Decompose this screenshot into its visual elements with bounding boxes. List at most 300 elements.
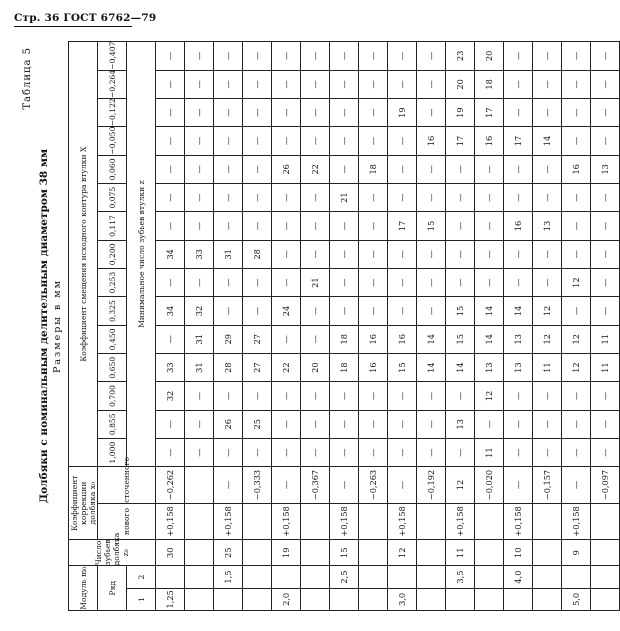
cell-min-teeth: — <box>359 184 388 212</box>
cell-min-teeth: — <box>243 155 272 183</box>
cell-min-teeth: 31 <box>214 240 243 268</box>
x-header: 0,253 <box>98 268 127 296</box>
cell-min-teeth: 13 <box>533 212 562 240</box>
cell-m1 <box>504 588 533 610</box>
coef-shift-header: Коэффициент смещения исходного контура втулки X <box>69 42 98 467</box>
cell-min-teeth: 26 <box>272 155 301 183</box>
cell-xn: +0,158 <box>214 503 243 539</box>
cell-min-teeth: — <box>359 99 388 127</box>
cell-min-teeth: — <box>330 382 359 410</box>
cell-xn <box>533 503 562 539</box>
cell-min-teeth: 28 <box>214 353 243 381</box>
cell-min-teeth: 19 <box>388 99 417 127</box>
x-header: 0,450 <box>98 325 127 353</box>
cell-min-teeth: — <box>388 297 417 325</box>
cell-min-teeth: 15 <box>417 212 446 240</box>
cell-min-teeth: 27 <box>243 353 272 381</box>
cell-xn <box>359 503 388 539</box>
cell-min-teeth: — <box>591 212 620 240</box>
cell-min-teeth: 33 <box>156 353 185 381</box>
cell-min-teeth: — <box>301 325 330 353</box>
rotated-table-sheet <box>18 41 610 611</box>
cell-z <box>533 540 562 566</box>
cell-min-teeth: — <box>359 70 388 98</box>
cell-min-teeth: 16 <box>359 353 388 381</box>
cell-min-teeth: — <box>185 410 214 438</box>
cell-min-teeth: — <box>156 184 185 212</box>
cell-xs: −0,097 <box>591 467 620 503</box>
x-header: 1,000 <box>98 438 127 466</box>
cell-min-teeth: — <box>388 184 417 212</box>
cell-min-teeth: 12 <box>533 297 562 325</box>
table-row <box>591 42 620 611</box>
cell-min-teeth: — <box>475 184 504 212</box>
cell-m1: 2,0 <box>272 588 301 610</box>
cell-min-teeth: — <box>417 297 446 325</box>
table-row <box>156 42 185 611</box>
cell-xs: −0,157 <box>533 467 562 503</box>
cell-min-teeth: — <box>243 438 272 466</box>
cell-m1 <box>533 588 562 610</box>
cell-m2: 3,5 <box>446 566 475 588</box>
row2-header: 2 <box>127 566 156 588</box>
x-header: −0,264 <box>98 70 127 98</box>
cell-min-teeth: — <box>156 99 185 127</box>
cell-z: 12 <box>388 540 417 566</box>
cell-m2: 4,0 <box>504 566 533 588</box>
cell-min-teeth: — <box>417 99 446 127</box>
cell-min-teeth: — <box>475 212 504 240</box>
cell-m1 <box>330 588 359 610</box>
cell-min-teeth: 24 <box>272 297 301 325</box>
cell-xs: — <box>504 467 533 503</box>
cell-min-teeth: — <box>272 99 301 127</box>
cell-min-teeth: — <box>272 325 301 353</box>
x-header: 0,075 <box>98 184 127 212</box>
cell-min-teeth: — <box>301 382 330 410</box>
cell-z <box>475 540 504 566</box>
cell-min-teeth: — <box>359 212 388 240</box>
cell-min-teeth: — <box>388 410 417 438</box>
cell-min-teeth: — <box>185 127 214 155</box>
cell-xn: +0,158 <box>562 503 591 539</box>
cell-xn: +0,158 <box>330 503 359 539</box>
cell-min-teeth: — <box>243 70 272 98</box>
cell-min-teeth: 21 <box>301 268 330 296</box>
cell-min-teeth: — <box>272 268 301 296</box>
cell-min-teeth: — <box>330 438 359 466</box>
cell-min-teeth: — <box>591 382 620 410</box>
table-subtitle: Размеры в мм <box>52 278 63 374</box>
cell-min-teeth: — <box>359 410 388 438</box>
cell-m1: 5,0 <box>562 588 591 610</box>
cell-min-teeth: — <box>156 268 185 296</box>
cell-min-teeth: 17 <box>475 99 504 127</box>
cell-min-teeth: — <box>417 438 446 466</box>
cell-min-teeth: 16 <box>388 325 417 353</box>
cell-xs: −0,263 <box>359 467 388 503</box>
cell-min-teeth: — <box>533 382 562 410</box>
cell-min-teeth: — <box>562 240 591 268</box>
cell-z: 11 <box>446 540 475 566</box>
cell-min-teeth: — <box>562 127 591 155</box>
cell-xn <box>417 503 446 539</box>
cell-min-teeth: 14 <box>504 297 533 325</box>
row-header: Ряд <box>98 566 127 611</box>
cell-min-teeth: 12 <box>562 268 591 296</box>
cell-min-teeth: — <box>533 410 562 438</box>
cell-z <box>591 540 620 566</box>
cell-min-teeth: 19 <box>446 99 475 127</box>
cell-min-teeth: 14 <box>475 297 504 325</box>
cell-min-teeth: 31 <box>185 353 214 381</box>
cell-min-teeth: — <box>533 155 562 183</box>
teeth-header: Число зубьев долбяка z₀ <box>69 540 156 566</box>
x-header: 0,200 <box>98 240 127 268</box>
cell-min-teeth: 16 <box>359 325 388 353</box>
cell-min-teeth: — <box>417 410 446 438</box>
cell-min-teeth: — <box>562 297 591 325</box>
cell-min-teeth: — <box>591 99 620 127</box>
cell-z: 15 <box>330 540 359 566</box>
cell-min-teeth: — <box>388 240 417 268</box>
cell-min-teeth: — <box>272 184 301 212</box>
table-row <box>243 42 272 611</box>
cell-m2 <box>301 566 330 588</box>
cell-xs: — <box>388 467 417 503</box>
cell-min-teeth: 13 <box>504 353 533 381</box>
cell-min-teeth: — <box>446 240 475 268</box>
table-row <box>330 42 359 611</box>
x-header: 0,700 <box>98 382 127 410</box>
cell-min-teeth: — <box>243 127 272 155</box>
cell-m2 <box>533 566 562 588</box>
cell-min-teeth: — <box>504 438 533 466</box>
cell-min-teeth: 14 <box>533 127 562 155</box>
cell-min-teeth: 22 <box>301 155 330 183</box>
cell-min-teeth: — <box>156 325 185 353</box>
cell-min-teeth: — <box>562 382 591 410</box>
cell-min-teeth: 12 <box>533 325 562 353</box>
x-header: −0,122 <box>98 99 127 127</box>
cell-min-teeth: — <box>214 212 243 240</box>
cell-min-teeth: — <box>243 42 272 71</box>
cell-min-teeth: — <box>562 184 591 212</box>
cell-min-teeth: — <box>243 184 272 212</box>
cell-min-teeth: — <box>591 268 620 296</box>
cell-min-teeth: — <box>185 184 214 212</box>
cell-min-teeth: — <box>330 99 359 127</box>
cell-min-teeth: — <box>301 212 330 240</box>
cell-min-teeth: — <box>330 42 359 71</box>
cell-min-teeth: — <box>185 438 214 466</box>
cell-min-teeth: — <box>591 438 620 466</box>
cell-min-teeth: — <box>533 99 562 127</box>
cell-min-teeth: — <box>504 42 533 71</box>
cell-z <box>243 540 272 566</box>
row1-header: 1 <box>127 588 156 610</box>
cell-min-teeth: — <box>388 438 417 466</box>
cell-m1: 3,0 <box>388 588 417 610</box>
cell-min-teeth: — <box>359 42 388 71</box>
cell-min-teeth: — <box>214 70 243 98</box>
cell-m2 <box>243 566 272 588</box>
cell-min-teeth: — <box>591 297 620 325</box>
cell-min-teeth: 13 <box>446 410 475 438</box>
cell-min-teeth: 14 <box>417 353 446 381</box>
cell-min-teeth: 20 <box>301 353 330 381</box>
cell-xn <box>591 503 620 539</box>
table-row <box>562 42 591 611</box>
cell-min-teeth: — <box>417 240 446 268</box>
table-row <box>272 42 301 611</box>
cell-min-teeth: — <box>185 42 214 71</box>
table-row <box>359 42 388 611</box>
cell-min-teeth: — <box>388 42 417 71</box>
cell-min-teeth: — <box>301 99 330 127</box>
cell-min-teeth: — <box>272 212 301 240</box>
cell-min-teeth: — <box>591 42 620 71</box>
cell-min-teeth: — <box>562 99 591 127</box>
x-header: 0,855 <box>98 410 127 438</box>
page-header <box>14 12 156 24</box>
cell-min-teeth: — <box>301 42 330 71</box>
cell-min-teeth: — <box>591 410 620 438</box>
cell-min-teeth: — <box>591 240 620 268</box>
cell-min-teeth: — <box>359 268 388 296</box>
cell-min-teeth: — <box>504 99 533 127</box>
cell-min-teeth: 31 <box>185 325 214 353</box>
cell-min-teeth: — <box>185 268 214 296</box>
cell-m1 <box>475 588 504 610</box>
cell-xn: +0,158 <box>504 503 533 539</box>
x-header: 0,325 <box>98 297 127 325</box>
ground-header: сточенного <box>98 467 156 503</box>
cell-m2 <box>185 566 214 588</box>
cell-min-teeth: — <box>533 438 562 466</box>
cell-min-teeth: 25 <box>243 410 272 438</box>
cell-min-teeth: — <box>388 382 417 410</box>
cell-min-teeth: — <box>359 438 388 466</box>
table-body <box>156 42 620 611</box>
cell-min-teeth: — <box>533 42 562 71</box>
cell-min-teeth: — <box>330 155 359 183</box>
cell-min-teeth: — <box>243 268 272 296</box>
cell-min-teeth: — <box>475 410 504 438</box>
cell-min-teeth: — <box>301 297 330 325</box>
cell-m1 <box>185 588 214 610</box>
x-header: −0,407 <box>98 42 127 71</box>
cell-min-teeth: — <box>185 212 214 240</box>
header-rule <box>14 26 132 27</box>
cell-min-teeth: 32 <box>185 297 214 325</box>
cell-min-teeth: — <box>417 42 446 71</box>
cell-min-teeth: — <box>446 212 475 240</box>
cell-min-teeth: — <box>156 155 185 183</box>
cell-z <box>359 540 388 566</box>
cell-min-teeth: — <box>562 70 591 98</box>
cell-m2 <box>272 566 301 588</box>
cell-z <box>417 540 446 566</box>
cell-min-teeth: — <box>562 438 591 466</box>
cell-min-teeth: — <box>446 382 475 410</box>
cell-min-teeth: 27 <box>243 325 272 353</box>
cell-min-teeth: 13 <box>591 155 620 183</box>
cell-min-teeth: 18 <box>330 353 359 381</box>
cell-min-teeth: — <box>330 212 359 240</box>
cell-min-teeth: — <box>330 268 359 296</box>
cell-m2 <box>591 566 620 588</box>
cell-min-teeth: — <box>272 438 301 466</box>
cell-min-teeth: 15 <box>446 297 475 325</box>
table-row <box>388 42 417 611</box>
cell-m2 <box>359 566 388 588</box>
table-row <box>475 42 504 611</box>
cell-xn <box>475 503 504 539</box>
cell-z: 25 <box>214 540 243 566</box>
cell-xs: −0,262 <box>156 467 185 503</box>
cell-m1 <box>591 588 620 610</box>
cell-min-teeth: — <box>504 155 533 183</box>
cell-min-teeth: 26 <box>214 410 243 438</box>
cell-min-teeth: 23 <box>446 42 475 71</box>
cell-xs: — <box>562 467 591 503</box>
cell-min-teeth: — <box>214 42 243 71</box>
cell-xs: — <box>330 467 359 503</box>
cell-min-teeth: — <box>591 70 620 98</box>
x-header: −0,050 <box>98 127 127 155</box>
cell-xs: −0,333 <box>243 467 272 503</box>
cell-min-teeth: — <box>243 99 272 127</box>
cell-min-teeth: — <box>156 438 185 466</box>
cell-z: 10 <box>504 540 533 566</box>
cell-min-teeth: — <box>301 127 330 155</box>
cell-min-teeth: — <box>272 240 301 268</box>
cell-xs <box>185 467 214 503</box>
cell-min-teeth: — <box>562 410 591 438</box>
cell-min-teeth: — <box>272 127 301 155</box>
cell-min-teeth: — <box>504 382 533 410</box>
cell-min-teeth: — <box>359 240 388 268</box>
cell-min-teeth: 13 <box>475 353 504 381</box>
table-row <box>301 42 330 611</box>
cell-xn: +0,158 <box>388 503 417 539</box>
cell-min-teeth: — <box>504 268 533 296</box>
cell-min-teeth: — <box>330 127 359 155</box>
cell-min-teeth: 11 <box>591 353 620 381</box>
cell-min-teeth: 21 <box>330 184 359 212</box>
cell-min-teeth: — <box>301 184 330 212</box>
cell-min-teeth: — <box>156 42 185 71</box>
cell-min-teeth: — <box>214 184 243 212</box>
cell-min-teeth: — <box>475 240 504 268</box>
cell-min-teeth: 16 <box>417 127 446 155</box>
cell-min-teeth: 11 <box>591 325 620 353</box>
cell-min-teeth: — <box>388 268 417 296</box>
cell-min-teeth: — <box>417 70 446 98</box>
cell-min-teeth: — <box>359 127 388 155</box>
cell-min-teeth: — <box>214 297 243 325</box>
cell-min-teeth: — <box>330 70 359 98</box>
cell-min-teeth: 18 <box>359 155 388 183</box>
cell-xs: −0,367 <box>301 467 330 503</box>
table-title: Долбяки с номинальным делительным диаметром 38 мм <box>38 148 50 504</box>
cell-xs: −0,020 <box>475 467 504 503</box>
cell-min-teeth: — <box>272 42 301 71</box>
cell-min-teeth: 20 <box>446 70 475 98</box>
cell-min-teeth: — <box>243 382 272 410</box>
cell-m2 <box>156 566 185 588</box>
cell-min-teeth: 11 <box>533 353 562 381</box>
x-header: 0,650 <box>98 353 127 381</box>
cell-z <box>185 540 214 566</box>
coef-corr-header: Коэффициент коррекции долбяка x₀ <box>69 467 98 540</box>
cell-z: 19 <box>272 540 301 566</box>
page-header-text: Стр. 36 ГОСТ 6762—79 <box>14 12 157 24</box>
cell-min-teeth: — <box>214 127 243 155</box>
cell-min-teeth: 13 <box>504 325 533 353</box>
cell-min-teeth: — <box>243 212 272 240</box>
table-row <box>533 42 562 611</box>
cell-min-teeth: — <box>359 382 388 410</box>
cell-min-teeth: — <box>214 438 243 466</box>
table-row <box>417 42 446 611</box>
cell-min-teeth: 15 <box>388 353 417 381</box>
table-row <box>446 42 475 611</box>
cell-min-teeth: — <box>156 212 185 240</box>
cell-xn: +0,158 <box>272 503 301 539</box>
cell-min-teeth: 14 <box>475 325 504 353</box>
cell-m1 <box>446 588 475 610</box>
cell-min-teeth: — <box>533 70 562 98</box>
cell-min-teeth: 32 <box>156 382 185 410</box>
cell-xs: −0,192 <box>417 467 446 503</box>
cell-m1 <box>359 588 388 610</box>
cell-min-teeth: — <box>446 438 475 466</box>
cell-min-teeth: 16 <box>504 212 533 240</box>
cell-min-teeth: — <box>301 240 330 268</box>
table-label: Таблица 5 <box>22 47 33 110</box>
data-table <box>68 41 620 611</box>
cell-min-teeth: — <box>475 155 504 183</box>
cell-min-teeth: — <box>272 382 301 410</box>
cell-min-teeth: — <box>156 127 185 155</box>
new-header: нового <box>98 503 156 539</box>
cell-min-teeth: 29 <box>214 325 243 353</box>
cell-min-teeth: — <box>330 410 359 438</box>
cell-min-teeth: — <box>504 184 533 212</box>
cell-min-teeth: 12 <box>475 382 504 410</box>
cell-min-teeth: 15 <box>446 325 475 353</box>
cell-min-teeth: — <box>388 127 417 155</box>
cell-min-teeth: — <box>446 184 475 212</box>
cell-min-teeth: 11 <box>475 438 504 466</box>
cell-min-teeth: — <box>562 42 591 71</box>
cell-min-teeth: — <box>243 297 272 325</box>
cell-m1 <box>301 588 330 610</box>
cell-min-teeth: — <box>388 155 417 183</box>
cell-min-teeth: — <box>446 155 475 183</box>
cell-m1 <box>243 588 272 610</box>
cell-m2 <box>417 566 446 588</box>
cell-min-teeth: — <box>185 155 214 183</box>
cell-m1: 1,25 <box>156 588 185 610</box>
x-header: 0,117 <box>98 212 127 240</box>
cell-min-teeth: — <box>330 297 359 325</box>
cell-min-teeth: — <box>533 184 562 212</box>
cell-min-teeth: 16 <box>562 155 591 183</box>
cell-m2: 1,5 <box>214 566 243 588</box>
